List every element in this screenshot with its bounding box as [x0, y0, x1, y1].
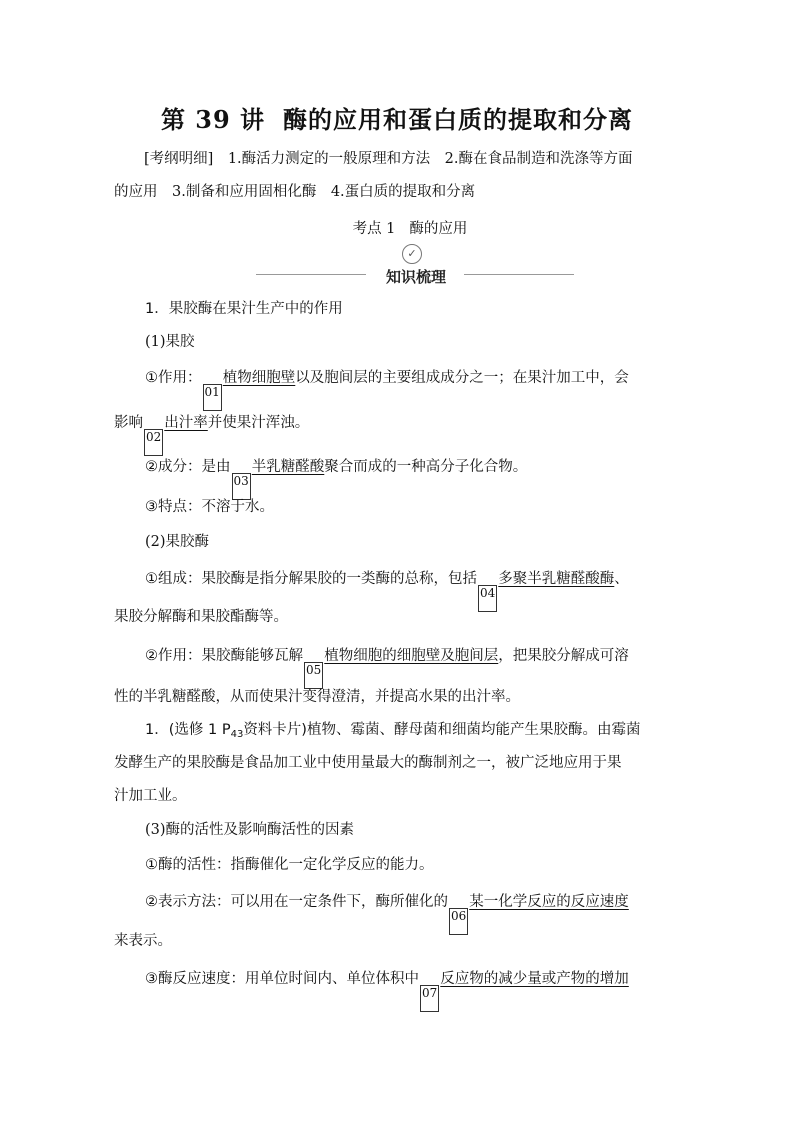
- answer-text: 半乳糖醛酸: [251, 459, 325, 475]
- banner-divider-right: [464, 274, 574, 275]
- knowledge-banner: [256, 244, 574, 286]
- banner-text: 知识梳理: [385, 268, 446, 286]
- section-subtitle: [0, 217, 794, 238]
- subheading-pectinase: (2)果胶酶: [145, 534, 210, 550]
- text-line: 影响02出汁率并使果汁浑浊。: [114, 416, 684, 456]
- text-line: 来表示。: [114, 933, 172, 949]
- answer-text: 某一化学反应的反应速度: [469, 894, 629, 910]
- text-line: ③特点：不溶于水。: [145, 499, 274, 515]
- note-line: 发酵生产的果胶酶是食品加工业中使用量最大的酶制剂之一，被广泛地应用于果: [114, 755, 622, 771]
- lecture-topic: 酶的应用和蛋白质的提取和分离: [283, 105, 634, 134]
- text-line: 性的半乳糖醛酸，从而使果汁变得澄清，并提高水果的出汁率。: [114, 689, 520, 705]
- text-line: ①酶的活性：指酶催化一定化学反应的能力。: [145, 857, 434, 873]
- page-title: [0, 100, 794, 135]
- section-name: 酶的应用: [409, 221, 468, 237]
- text-line: ②成分：是由03半乳糖醛酸聚合而成的一种高分子化合物。: [145, 460, 715, 500]
- answer-number: 02: [144, 429, 163, 456]
- answer-number: 06: [449, 908, 468, 935]
- answer-number: 01: [203, 384, 222, 411]
- section-point: 考点 1: [352, 221, 396, 237]
- text-line: ③酶反应速度：用单位时间内、单位体积中07反应物的减少量或产物的增加: [145, 972, 715, 1012]
- answer-text: 植物细胞的细胞壁及胞间层: [324, 648, 499, 664]
- answer-number: 07: [420, 985, 439, 1012]
- syllabus-outline-line-1: [考纲明细] 1.酶活力测定的一般原理和方法 2.酶在食品制造和洗涤等方面: [144, 151, 633, 167]
- answer-number: 04: [478, 585, 497, 612]
- banner-divider-left: [256, 274, 366, 275]
- answer-text: 多聚半乳糖醛酸酶: [498, 571, 615, 587]
- heading-pectinase-role: 1．果胶酶在果汁生产中的作用: [145, 301, 343, 317]
- note-line: 汁加工业。: [114, 788, 187, 804]
- answer-number: 03: [232, 473, 251, 500]
- lecture-number: 第 39 讲: [160, 105, 266, 134]
- checkmark-circle-icon: ✓: [402, 244, 422, 264]
- text-line: ①组成：果胶酶是指分解果胶的一类酶的总称，包括04多聚半乳糖醛酸酶、: [145, 572, 715, 612]
- answer-text: 植物细胞壁: [222, 370, 296, 386]
- subheading-enzyme-activity: (3)酶的活性及影响酶活性的因素: [145, 822, 355, 838]
- note-line: 1．(选修 1 $P_{43}$资料卡片)植物、霉菌、酵母菌和细菌均能产生果胶酶。由霉菌: [145, 722, 641, 740]
- text-line: ②表示方法：可以用在一定条件下，酶所催化的06某一化学反应的反应速度: [145, 895, 715, 935]
- syllabus-outline-line-2: 的应用 3.制备和应用固相化酶 4.蛋白质的提取和分离: [114, 184, 476, 200]
- text-line: 果胶分解酶和果胶酯酶等。: [114, 609, 288, 625]
- text-line: ①作用：01植物细胞壁以及胞间层的主要组成成分之一；在果汁加工中，会: [145, 371, 715, 411]
- text-line: ②作用：果胶酶能够瓦解05植物细胞的细胞壁及胞间层，把果胶分解成可溶: [145, 649, 715, 689]
- answer-number: 05: [304, 662, 323, 689]
- answer-text: 反应物的减少量或产物的增加: [440, 971, 629, 987]
- subheading-pectin: (1)果胶: [145, 334, 195, 350]
- answer-text: 出汁率: [164, 415, 208, 431]
